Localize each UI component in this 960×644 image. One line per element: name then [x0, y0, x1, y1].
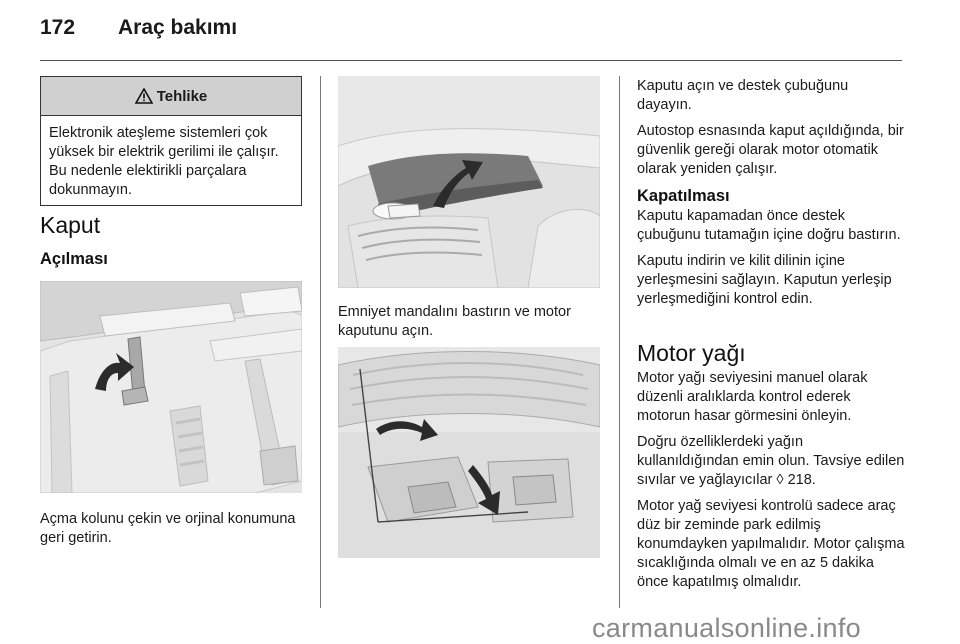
- oil-text-3: Motor yağ seviyesi kontrolü sadece araç düz bir zeminde park edilmiş konumdayken yapılmalıdır. Motor çalışma sıcaklığında olmalı ve en az 5 dakika önce kapatılmış olmalıdır.: [637, 498, 905, 590]
- warning-header: [41, 77, 301, 116]
- hood-latch-illustration: [338, 76, 600, 288]
- column-divider-right: [619, 76, 620, 608]
- header-rule: [40, 60, 902, 61]
- lever-caption: Açma kolunu çekin ve orjinal konumuna geri getirin.: [40, 511, 296, 546]
- page-header-title: Araç bakımı: [118, 16, 238, 39]
- warning-triangle-icon: [135, 88, 153, 104]
- open-hood-support-rod-illustration: [338, 347, 600, 558]
- right-column-text-1: [637, 77, 907, 186]
- right-column-text-2: [637, 207, 907, 316]
- column-divider-left: [320, 76, 321, 608]
- subsection-title-opening: Açılması: [40, 250, 108, 268]
- latch-caption: Emniyet mandalını bastırın ve motor kaputunu açın.: [338, 304, 571, 339]
- warning-text: Elektronik ateşleme sistemleri çok yüksek bir elektrik gerilimi ile çalışır. Bu nedenle elektirikli parçalara dokunmayın.: [49, 125, 279, 198]
- section-title-motor-oil: Motor yağı: [637, 340, 746, 366]
- autostop-text: Autostop esnasında kaput açıldığında, bir güvenlik gereği olarak motor otomatik olarak yeniden çalışır.: [637, 123, 904, 177]
- right-column-text-3: [637, 369, 907, 599]
- subsection-title-closing: Kapatılması: [637, 187, 730, 205]
- page-number: 172: [40, 16, 76, 39]
- oil-text-1: Motor yağı seviyesini manuel olarak düzenli aralıklarda kontrol ederek motorun hasar görmesini önleyin.: [637, 370, 868, 424]
- hood-release-lever-illustration: [40, 281, 302, 493]
- section-title-kaput: Kaput: [40, 212, 101, 238]
- warning-title: Tehlike: [156, 87, 208, 105]
- danger-warning-box: [40, 76, 302, 206]
- oil-text-2: Doğru özelliklerdeki yağın kullanıldığından emin olun. Tavsiye edilen sıvılar ve yağlayıcılar ◊ 218.: [637, 434, 905, 488]
- closing-text-2: Kaputu indirin ve kilit dilinin içine yerleşmesini sağlayın. Kaputun yerleşip yerleşmediğini kontrol edin.: [637, 253, 892, 307]
- closing-text-1: Kaputu kapamadan önce destek çubuğunu tutamağın içine doğru bastırın.: [637, 208, 901, 243]
- watermark: carmanualsonline.info: [592, 613, 861, 643]
- support-text: Kaputu açın ve destek çubuğunu dayayın.: [637, 78, 849, 113]
